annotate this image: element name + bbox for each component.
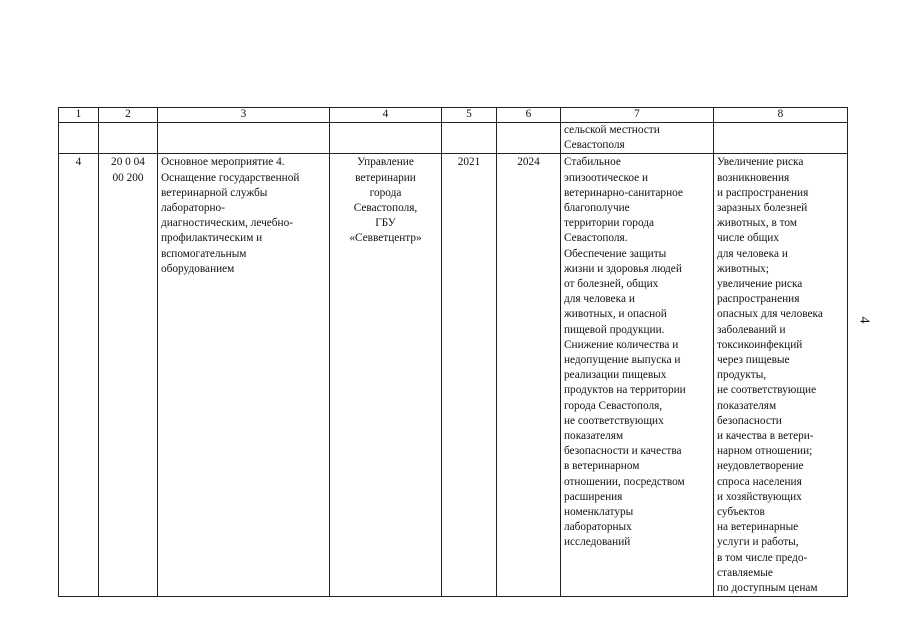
text-line: и хозяйствующих [717, 490, 802, 503]
header-col-4: 4 [330, 108, 442, 123]
text-line: токсикоинфекций [717, 338, 803, 351]
cont-cell-5 [442, 123, 497, 154]
text-line: на ветеринарные [717, 521, 799, 534]
text-line: сельской местности [564, 124, 660, 136]
text-line: реализации пищевых [564, 369, 667, 382]
text-line: исследований [564, 536, 631, 549]
text-line: через пищевые [717, 354, 790, 367]
text-line: распространения [717, 293, 800, 306]
text-line: продукты, [717, 369, 767, 382]
text-line: города [369, 186, 402, 199]
text-line: увеличение риска [717, 278, 803, 291]
text-line: не соответствующие [717, 384, 817, 397]
text-line: Основное мероприятие 4. [161, 156, 285, 169]
text-line: субъектов [717, 506, 765, 519]
text-line: вспомогательным [161, 247, 247, 260]
cont-cell-2 [99, 123, 158, 154]
consequences-cell [714, 154, 848, 597]
text-line: Стабильное [564, 156, 621, 169]
text-line: животных; [717, 262, 769, 275]
text-line: продуктов на территории [564, 384, 686, 397]
end-year-cell: 2024 [497, 154, 561, 597]
cont-cell-6 [497, 123, 561, 154]
expected-result-cell [561, 154, 714, 597]
text-line: ГБУ [375, 217, 396, 230]
text-line: лабораторных [564, 521, 632, 534]
text-line: Оснащение государственной [161, 171, 300, 184]
text-line: расширения [564, 490, 623, 503]
row-number-cell: 4 [59, 154, 99, 597]
cont-cell-4 [330, 123, 442, 154]
text-line: числе общих [717, 232, 780, 245]
text-line: животных, и опасной [564, 308, 667, 321]
text-line: по доступным ценам [717, 582, 818, 595]
header-row [59, 108, 848, 123]
budget-code-cell [99, 154, 158, 597]
text-line: опасных для человека [717, 308, 823, 321]
text-line: от болезней, общих [564, 278, 659, 291]
cont-cell-8 [714, 123, 848, 154]
text-line: Управление [357, 156, 414, 169]
text-line: в том числе предо- [717, 551, 808, 564]
text-line: и распространения [717, 186, 809, 199]
text-line: эпизоотическое и [564, 171, 649, 184]
text-line: заболеваний и [717, 323, 786, 336]
cont-cell-1 [59, 123, 99, 154]
text-line: заразных болезней [717, 202, 808, 215]
start-year-cell: 2021 [442, 154, 497, 597]
text-line: Снижение количества и [564, 338, 679, 351]
text-line: Увеличение риска [717, 156, 804, 169]
text-line: ставляемые [717, 566, 773, 579]
header-col-5: 5 [442, 108, 497, 123]
text-line: ветеринарной службы [161, 186, 268, 199]
text-line: животных, в том [717, 217, 798, 230]
header-col-1: 1 [59, 108, 99, 123]
budget-code-line: 20 0 04 [111, 156, 145, 169]
text-line: не соответствующих [564, 414, 664, 427]
budget-code-line: 00 200 [112, 171, 144, 184]
text-line: неудовлетворение [717, 460, 804, 473]
text-line: возникновения [717, 171, 790, 184]
header-col-2: 2 [99, 108, 158, 123]
header-col-6: 6 [497, 108, 561, 123]
text-line: безопасности и качества [564, 445, 682, 458]
text-line: нарном отношении; [717, 445, 813, 458]
text-line: спроса населения [717, 475, 802, 488]
program-measures-table [58, 107, 848, 597]
text-line: пищевой продукции. [564, 323, 665, 336]
text-line: ветеринарии [355, 171, 416, 184]
header-col-8: 8 [714, 108, 848, 123]
text-line: безопасности [717, 414, 782, 427]
text-line: лабораторно- [161, 202, 225, 215]
cont-cell-3 [158, 123, 330, 154]
page-number: 4 [856, 316, 872, 324]
text-line: «Севветцентр» [349, 232, 422, 245]
text-line: Севастополя [564, 139, 625, 152]
measure-row [59, 154, 848, 597]
text-line: для человека и [717, 247, 788, 260]
text-line: ветеринарно-санитарное [564, 186, 683, 199]
header-col-3: 3 [158, 108, 330, 123]
text-line: показателям [717, 399, 777, 412]
text-line: для человека и [564, 293, 635, 306]
text-line: недопущение выпуска и [564, 354, 681, 367]
text-line: Обеспечение защиты [564, 247, 667, 260]
text-line: услуги и работы, [717, 536, 799, 549]
cont-cell-7 [561, 123, 714, 154]
measure-name-cell [158, 154, 330, 597]
text-line: отношении, посредством [564, 475, 685, 488]
text-line: оборудованием [161, 262, 235, 275]
text-line: профилактическим и [161, 232, 263, 245]
text-line: благополучие [564, 202, 630, 215]
text-line: Севастополя, [353, 202, 418, 215]
text-line: Севастополя. [564, 232, 628, 245]
text-line: города Севастополя, [564, 399, 663, 412]
text-line: и качества в ветери- [717, 430, 814, 443]
executor-cell [330, 154, 442, 597]
header-col-7: 7 [561, 108, 714, 123]
text-line: в ветеринарном [564, 460, 640, 473]
continuation-row [59, 123, 848, 154]
text-line: диагностическим, лечебно- [161, 217, 294, 230]
text-line: территории города [564, 217, 655, 230]
text-line: показателям [564, 430, 624, 443]
text-line: жизни и здоровья людей [564, 262, 682, 275]
text-line: номенклатуры [564, 506, 634, 519]
